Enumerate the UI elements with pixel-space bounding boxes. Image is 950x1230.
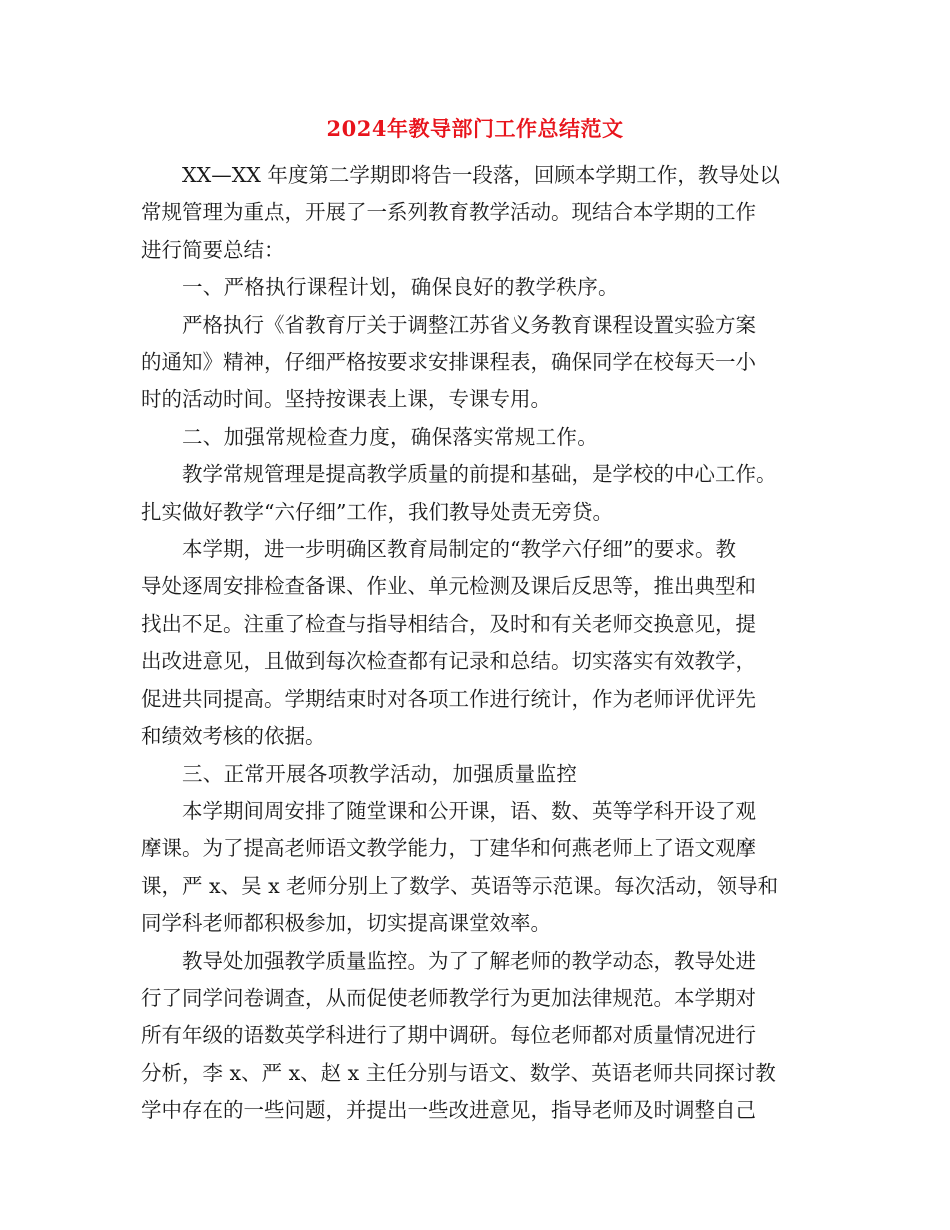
text-line: 摩课。为了提高老师语文教学能力，丁建华和何燕老师上了语文观摩 bbox=[141, 836, 756, 861]
text-line: 教导处加强教学质量监控。为了了解老师的教学动态，教导处进 bbox=[182, 948, 756, 973]
paragraph-routine-management bbox=[141, 456, 811, 531]
text-line: XX—XX 年度第二学期即将告一段落，回顾本学期工作，教导处以 bbox=[182, 163, 780, 187]
text-line: 时的活动时间。坚持按课表上课，专课专用。 bbox=[141, 387, 551, 412]
text-line: 行了同学问卷调查，从而促使老师教学行为更加法律规范。本学期对 bbox=[141, 985, 756, 1010]
text-line: 促进共同提高。学期结束时对各项工作进行统计，作为老师评优评先 bbox=[141, 686, 756, 711]
paragraph-curriculum bbox=[141, 307, 811, 419]
heading-line: 一、严格执行课程计划，确保良好的教学秩序。 bbox=[182, 275, 619, 300]
text-line: 严格执行《省教育厅关于调整江苏省义务教育课程设置实验方案 bbox=[182, 312, 756, 337]
text-line: 课，严 x、吴 x 老师分别上了数学、英语等示范课。每次活动，领导和 bbox=[141, 873, 779, 898]
text-line: 学中存在的一些问题，并提出一些改进意见，指导老师及时调整自己 bbox=[141, 1098, 756, 1123]
text-line: 出改进意见，且做到每次检查都有记录和总结。切实落实有效教学， bbox=[141, 649, 756, 674]
section-heading-3 bbox=[141, 756, 811, 793]
paragraph-teaching-activities bbox=[141, 793, 811, 943]
text-line: 分析，李 x、严 x、赵 x 主任分别与语文、数学、英语老师共同探讨教 bbox=[141, 1060, 776, 1085]
text-line: 扎实做好教学“六仔细”工作，我们教导处责无旁贷。 bbox=[141, 499, 613, 524]
heading-line: 三、正常开展各项教学活动，加强质量监控 bbox=[182, 761, 578, 786]
heading-line: 二、加强常规检查力度，确保落实常规工作。 bbox=[182, 424, 598, 449]
text-line: 常规管理为重点，开展了一系列教育教学活动。现结合本学期的工作 bbox=[141, 200, 756, 225]
text-line: 本学期间周安排了随堂课和公开课，语、数、英等学科开设了观 bbox=[182, 798, 756, 823]
text-line: 导处逐周安排检查备课、作业、单元检测及课后反思等，推出典型和 bbox=[141, 574, 756, 599]
section-heading-2 bbox=[141, 419, 811, 456]
document-title: 2024年教导部门工作总结范文 bbox=[326, 116, 624, 141]
paragraph-inspection bbox=[141, 531, 811, 755]
text-line: 所有年级的语数英学科进行了期中调研。每位老师都对质量情况进行 bbox=[141, 1023, 756, 1048]
document-body bbox=[141, 157, 811, 1130]
text-line: 本学期，进一步明确区教育局制定的“教学六仔细”的要求。教 bbox=[182, 537, 736, 562]
text-line: 的通知》精神，仔细严格按要求安排课程表，确保同学在校每天一小 bbox=[141, 350, 756, 375]
text-line: 同学科老师都积极参加，切实提高课堂效率。 bbox=[141, 911, 551, 936]
text-line: 进行简要总结： bbox=[141, 237, 285, 262]
section-heading-1 bbox=[141, 269, 811, 306]
paragraph-intro bbox=[141, 157, 811, 269]
text-line: 找出不足。注重了检查与指导相结合，及时和有关老师交换意见，提 bbox=[141, 611, 756, 636]
text-line: 和绩效考核的依据。 bbox=[141, 724, 326, 749]
text-line: 教学常规管理是提高教学质量的前提和基础，是学校的中心工作。 bbox=[182, 462, 777, 487]
paragraph-quality-monitoring bbox=[141, 943, 811, 1130]
